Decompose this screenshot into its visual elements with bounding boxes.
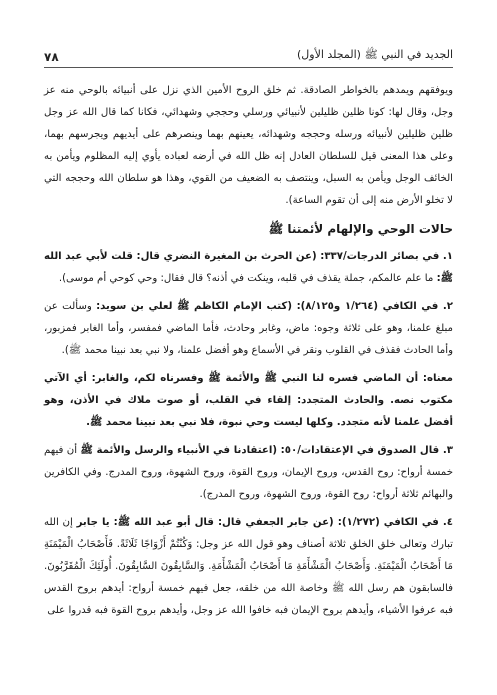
- page-body: [44, 80, 453, 622]
- section-heading: حالات الوحي والإلهام لأئمتنا ﷺ: [268, 222, 453, 236]
- item-4: [44, 512, 453, 622]
- item-1-text: ما علم عالمكم، جملة يقذف في قلبه، وينكت في أذنه؟ قال فقال: وحي كوحي أم موسى).: [58, 273, 434, 284]
- item-1-head: ١. في بصائر الدرجات/٣٣٧: (عن الحرث بن المغيرة النضري قال: قلت لأبي عبد الله ﷺ:: [44, 251, 453, 284]
- item-2-head: ٢. في الكافي (١/٢٦٤ و٨/١٢٥): (كتب الإمام الكاظم ﷺ لعلي بن سويد:: [96, 301, 453, 312]
- item-1: [44, 246, 453, 290]
- item-4-head: ٤. في الكافي (١/٢٧٢): (عن جابر الجعفي قال: قال أبو عبد الله ﷺ: يا جابر: [76, 517, 453, 528]
- intro-paragraph: ويوفقهم ويمدهم بالخواطر الصادقة. ثم خلق الروح الأمين الذي نزل على أنبيائه بالوحي منه عز وجل، وقال لها: كونا ظلين ظليلين لأنبيائي ورسلي وحججي وشهدائي، فكانا كما قال الله عز وجل ظلين ظليلين لأنبيائه ورسله وحججه وشهدائه، يعينهم بهما وينصرهم على أيديهم ويجرسهم بهما، وعلى هذا المعنى قيل للسلطان العادل إنه ظل الله في أرضه لعباده يأوي إليه المظلوم ويأمن به الخائف الوجل ويأمن به السبل، وينتصف به الضعيف من القوي، وهذا هو سلطان الله وحججه التي لا تخلو الأرض منه إلى أن تقوم الساعة).: [44, 85, 453, 206]
- item-2: [44, 296, 453, 362]
- item-3: [44, 440, 453, 506]
- commentary-text: معناه: أن الماضي فسره لنا النبي ﷺ والأئمة ﷺ وفسرناه لكم، والغابر: أي الآتي مكتوب نصه. والحادث المتجدد: إلقاء في القلب، أو صوت ملاك في الأذن، وهو أفضل علمنا لأنه متجدد. وكلها ليست وحي نبوة، فلا نبي بعد نبينا محمد ﷺ.: [44, 373, 453, 428]
- item-3-text: أن فيهم خمسة أرواح: روح القدس، وروح الإيمان، وروح القوة، وروح الشهوة، وروح المدرج. وفي الكافرين والبهائم ثلاثة أرواح: روح القوة، وروح الشهوة، وروح المدرج).: [44, 445, 453, 500]
- item-2-commentary: [44, 368, 453, 434]
- page-header: [44, 42, 453, 68]
- running-title: الجديد في النبي ﷺ (المجلد الأول): [296, 48, 453, 61]
- item-2-text: وسألت عن مبلغ علمنا، وهو على ثلاثة وجوه: ماض، وغابر وحادث، فأما الماضي فمفسر، وأما الغابر فمزبور، وأما الحادث فقذف في القلوب ونقر في الأسماع وهو أفضل علمنا، ولا نبي بعد نبينا محمد ﷺ).: [44, 301, 453, 356]
- item-4-text: إن الله تبارك وتعالى خلق الخلق ثلاثة أصناف وهو قول الله عز وجل: وَكُنْتُمْ أَزْوَاجًا ثَلَاثَةً. فَأَصْحَابُ الْمَيْمَنَةِ مَا أَصْحَابُ الْمَيْمَنَةِ. وَأَصْحَابُ الْمَشْأَمَةِ مَا أَصْحَابُ الْمَشْأَمَةِ. وَالسَّابِقُونَ السَّابِقُونَ. أُولَئِكَ الْمُقَرَّبُونَ. فالسابقون هم رسل الله ﷺ وخاصة الله من خلقه، جعل فيهم خمسة أرواح: أيدهم بروح القدس فبه عرفوا الأشياء، وأيدهم بروح الإيمان فبه خافوا الله عز وجل، وأيدهم بروح القوة فبه قدروا على: [44, 517, 453, 616]
- page-number: ٧٨: [44, 50, 59, 64]
- item-3-head: ٣. قال الصدوق في الإعتقادات/٥٠: (اعتقادنا في الأنبياء والرسل والأئمة ﷺ: [80, 445, 453, 456]
